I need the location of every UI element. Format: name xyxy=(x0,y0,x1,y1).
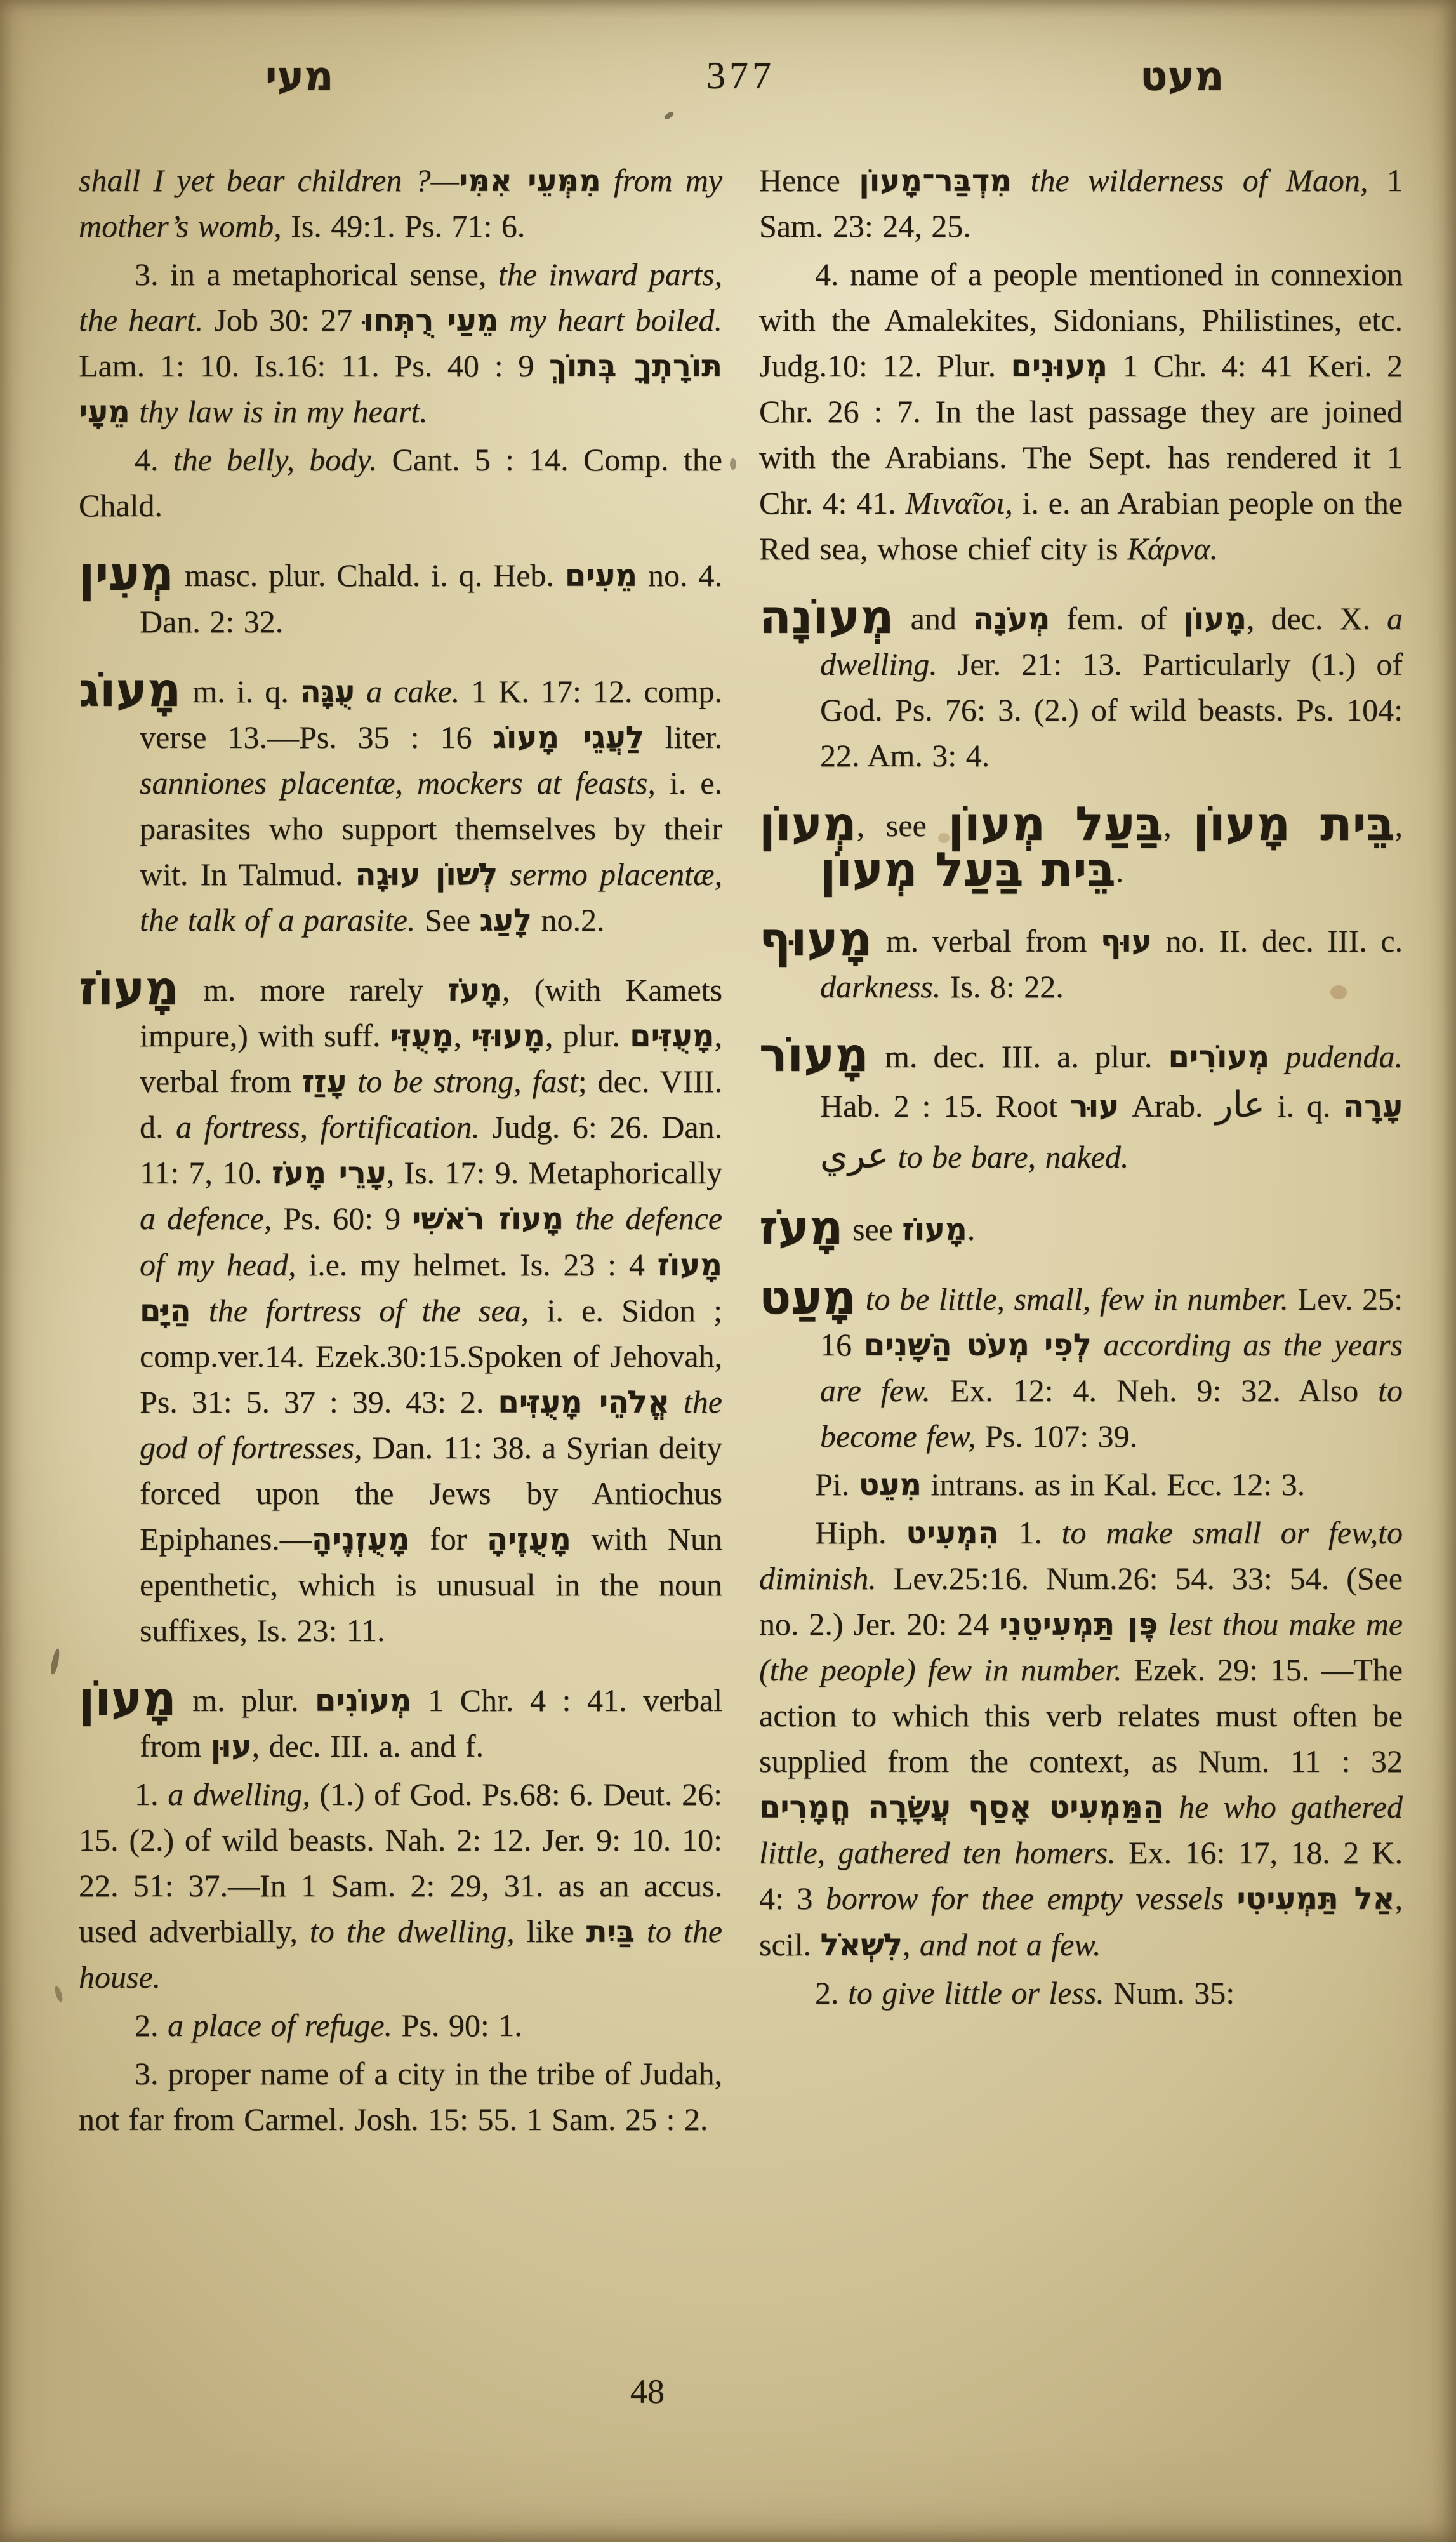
hebrew-text: מָעוּזִּי xyxy=(471,1018,545,1055)
numbered-sense xyxy=(79,1771,722,2000)
latin-text: Is. 49:1. Ps. 71: 6. xyxy=(281,208,526,244)
numbered-sense xyxy=(759,251,1403,571)
hebrew-text: פֶּן תַּמְעִיטֵנִי xyxy=(999,1607,1158,1643)
latin-text: , xyxy=(453,1018,472,1054)
italic-text: borrow for thee empty vessels xyxy=(825,1880,1224,1917)
dictionary-entry xyxy=(759,912,1403,1009)
italic-text: and not a few. xyxy=(919,1926,1101,1962)
hebrew-headword: בֵּית בַּעַל מְעוֹן xyxy=(820,842,1116,898)
latin-text: , see xyxy=(856,808,948,844)
latin-text: no. II. dec. III. c. xyxy=(1151,923,1403,959)
latin-text: 1. xyxy=(135,1776,168,1813)
latin-text: intrans. as in Kal. Ecc. 12: 3. xyxy=(921,1467,1306,1503)
numbered-sense xyxy=(79,2002,722,2048)
hebrew-headword: מָעוֹן xyxy=(79,1671,176,1726)
hebrew-headword: מָעַט xyxy=(759,1270,856,1325)
dictionary-entry xyxy=(759,1028,1403,1181)
latin-text xyxy=(1224,1880,1236,1916)
dictionary-entry xyxy=(79,662,723,943)
latin-text: 1 Sam. 23: 24, 25. xyxy=(759,163,1403,244)
latin-text: i.e. my helmet. Is. 23 : 4 xyxy=(296,1246,658,1282)
italic-text: the god of fortresses, xyxy=(140,1383,722,1465)
hebrew-text: לְשׁוֹן עוּגָה xyxy=(355,856,498,893)
italic-text: he who gathered little, gathered ten homers. xyxy=(759,1789,1403,1871)
hebrew-text: מְעוֹנִים xyxy=(315,1682,412,1719)
latin-text: for xyxy=(409,1521,487,1557)
italic-text: according as the years are few. xyxy=(820,1326,1403,1409)
hebrew-text: אֱלֹהֵי מָעֻזִּים xyxy=(498,1384,670,1420)
latin-text: 2. xyxy=(815,1974,848,2011)
latin-text: Hiph. xyxy=(815,1515,906,1551)
latin-text: Jer. 21: 13. Particularly (1.) of God. Ps. 76: 3. (2.) of wild beasts. Ps. 104: 22. Am. 3: 4. xyxy=(820,646,1403,774)
dictionary-entry xyxy=(759,590,1403,778)
latin-text: 3. proper name of a city in the tribe of Judah, not far from Carmel. Josh. 15: 55. 1 Sam. 25 : 2. xyxy=(79,2056,722,2138)
latin-text: m. dec. III. a. plur. xyxy=(868,1039,1168,1075)
latin-text: . xyxy=(967,1211,976,1247)
arabic-text: عري xyxy=(820,1135,889,1177)
hebrew-text: בַּיִת xyxy=(586,1914,635,1950)
numbered-sense xyxy=(759,1461,1403,1507)
page-header xyxy=(79,55,1403,124)
hebrew-text: מָעוֹז הַיָּם xyxy=(140,1247,722,1329)
latin-text: Lam. 1: 10. Is.16: 11. Ps. 40 : 9 xyxy=(79,348,550,384)
latin-text: 1 Chr. 4: 41 Keri. 2 Chr. 26 : 7. In the last passage they are joined with the Arabians. The Sept. has rendered it 1 Chr. 4: 41. xyxy=(759,348,1403,521)
italic-text: to make small or few,to diminish. xyxy=(759,1515,1403,1597)
arabic-text: عار xyxy=(1215,1084,1265,1126)
latin-text: liter. xyxy=(644,719,722,755)
hebrew-text: מָעֹז xyxy=(447,972,502,1008)
latin-text: i. e. Sidon ; comp.ver.14. Ezek.30:15.Spoken of Jehovah, Ps. 31: 5. 37 : 39. 43: 2. xyxy=(140,1292,722,1420)
hebrew-text: מָעֻזִּי xyxy=(390,1018,454,1055)
hebrew-text: לַעֲגֵי מָעוֹג xyxy=(493,719,644,755)
italic-text: to the house. xyxy=(79,1913,722,1995)
hebrew-text: מָעֻזֶיהָ xyxy=(486,1521,571,1557)
hebrew-headword: מָעֹז xyxy=(759,1200,844,1255)
hebrew-text: לָעַג xyxy=(479,902,532,938)
italic-text: shall I yet bear children ?— xyxy=(79,163,459,198)
hebrew-headword: מְעִין xyxy=(79,547,174,602)
hebrew-text: עוּר xyxy=(1069,1088,1120,1124)
latin-text: Hab. 2 : 15. Root xyxy=(820,1088,1070,1124)
latin-text: Arab. xyxy=(1119,1088,1216,1124)
continued-paragraph xyxy=(79,157,722,249)
italic-text: to be little, small, few in number. xyxy=(856,1281,1288,1317)
right-guide-word: מעט xyxy=(1140,53,1224,100)
italic-text: a dwelling. xyxy=(820,601,1403,682)
italic-text: a fortress, fortification. xyxy=(176,1109,480,1145)
latin-text: , verbal from xyxy=(140,1018,722,1100)
left-guide-word: מעי xyxy=(265,53,334,100)
italic-text: darkness. xyxy=(820,969,941,1005)
italic-text: the wilderness of Maon, xyxy=(1012,163,1368,198)
latin-text: 1 Chr. 4 : 41. verbal from xyxy=(140,1682,722,1764)
printer-signature-mark: 48 xyxy=(630,2372,665,2411)
latin-text: Lev. 25: 16 xyxy=(820,1281,1403,1362)
italic-text: thy law is in my heart. xyxy=(129,394,428,430)
italic-text: to be bare, naked. xyxy=(889,1139,1129,1175)
hebrew-headword: מָעוּף xyxy=(759,912,873,968)
latin-text: m. verbal from xyxy=(872,923,1101,959)
hebrew-text: מְעֹנָה xyxy=(972,601,1050,637)
page-number: 377 xyxy=(706,55,775,96)
latin-text: see xyxy=(843,1211,903,1247)
latin-text: Ezek. 29: 15. —The action to which this verb relates must often be supplied from the context, as Num. 11 : 32 xyxy=(759,1652,1403,1780)
latin-text: 4. name of a people mentioned in connexion with the Amalekites, Sidonians, Philistines, etc. Judg.10: 12. Plur. xyxy=(759,256,1403,384)
latin-text: 3. in a metaphorical sense, xyxy=(135,256,498,293)
dictionary-entry xyxy=(759,797,1403,898)
latin-text: and xyxy=(894,601,973,637)
hebrew-text: מֵעִים xyxy=(564,558,638,594)
dictionary-entry xyxy=(79,1671,722,1769)
hebrew-headword: בַּעַל מְעוֹן xyxy=(948,797,1164,852)
hebrew-text: עָרֵי מָעֹז xyxy=(272,1155,387,1192)
greek-text: Κάρνα. xyxy=(1127,531,1218,567)
latin-text: , plur. xyxy=(545,1018,630,1054)
dictionary-entry xyxy=(759,1270,1403,1459)
latin-text: , dec. III. a. and f. xyxy=(251,1728,484,1764)
margin-mark xyxy=(53,1985,64,2003)
hebrew-text: עוּן xyxy=(210,1729,252,1765)
hebrew-text: תּוֹרָתְךָ בְּתוֹךְ מֵעָי xyxy=(79,349,723,430)
latin-text: , (with Kamets impure,) with suff. xyxy=(140,971,723,1054)
latin-text: , Is. 17: 9. Metaphorically xyxy=(386,1155,722,1191)
right-column xyxy=(759,157,1403,2016)
latin-text: 1. xyxy=(998,1515,1062,1551)
latin-text: ; dec. VIII. d. xyxy=(140,1063,722,1145)
latin-text: 2. xyxy=(135,2007,168,2044)
latin-text: Job 30: 27 xyxy=(203,302,364,338)
latin-text: Lev.25:16. Num.26: 54. 33: 54. (See no. 2.) Jer. 20: 24 xyxy=(759,1560,1403,1642)
italic-text: to become few, xyxy=(820,1373,1403,1454)
hebrew-text: הִמְעִיט xyxy=(906,1515,999,1552)
hebrew-text: אַל תַּמְעִיטִי xyxy=(1236,1881,1395,1917)
italic-text: lest thou make me (the people) few in number. xyxy=(759,1606,1403,1688)
latin-text: , scil. xyxy=(759,1880,1403,1962)
latin-text: , dec. X. xyxy=(1246,601,1387,637)
italic-text: a cake. xyxy=(355,673,460,709)
hebrew-text: מְעוֹרִים xyxy=(1168,1039,1270,1075)
text-body xyxy=(79,157,1403,2466)
hebrew-text: מִעֵט xyxy=(858,1467,922,1503)
latin-text: , xyxy=(1394,808,1403,844)
latin-text: i. e. an Arabian people on the Red sea, whose chief city is xyxy=(759,485,1403,567)
hebrew-text: מָעוֹן xyxy=(1183,601,1247,637)
dictionary-entry xyxy=(79,547,722,644)
italic-text: the belly, body. xyxy=(173,442,378,478)
numbered-sense xyxy=(759,1510,1403,1967)
latin-text: m. more rarely xyxy=(178,971,448,1008)
hebrew-text: עוּף xyxy=(1100,924,1152,960)
latin-text: i. e. parasites who support themselves by their wit. In Talmud. xyxy=(140,764,722,892)
hebrew-text: מָעוֹז רֹאשִׁי xyxy=(412,1201,564,1237)
greek-text: Μιναῖοι, xyxy=(905,485,1013,521)
continued-paragraph xyxy=(759,157,1403,249)
latin-text: no.2. xyxy=(531,902,605,938)
latin-text: with Nun epenthetic, which is unusual in the noun suffixes, Is. 23: 11. xyxy=(140,1521,722,1648)
numbered-sense xyxy=(79,251,722,434)
hebrew-text: מְעוּנִים xyxy=(1010,349,1108,385)
hebrew-headword: מָעוֹג xyxy=(79,662,182,717)
italic-text: a place of refuge. xyxy=(168,2007,393,2044)
latin-text: Pi. xyxy=(815,1467,859,1503)
hebrew-text: עָזַז xyxy=(301,1064,347,1100)
latin-text: Ps. 60: 9 xyxy=(272,1201,413,1237)
numbered-sense xyxy=(79,437,722,528)
italic-text: to be strong, fast xyxy=(347,1063,578,1100)
hebrew-text: עָרָה xyxy=(1343,1088,1403,1124)
latin-text: Hence xyxy=(759,163,859,198)
hebrew-text: מִדְבַּר־מָעוֹן xyxy=(859,163,1012,199)
latin-text: fem. of xyxy=(1050,601,1184,637)
hebrew-headword: מְעוֹנָה xyxy=(759,590,894,645)
hebrew-text: מִמְּעֵי אִמִּי xyxy=(459,163,601,199)
hebrew-text: מָעוֹז xyxy=(902,1211,967,1248)
latin-text: Judg. 6: 26. Dan. 11: 7, 10. xyxy=(140,1109,722,1191)
hebrew-headword: מְעוֹן xyxy=(759,797,857,852)
latin-text: m. plur. xyxy=(176,1682,315,1718)
latin-text: 4. xyxy=(135,442,173,478)
italic-text: from my mother’s womb, xyxy=(79,163,723,244)
left-column xyxy=(79,157,722,2142)
latin-text: Is. 8: 22. xyxy=(941,969,1064,1005)
numbered-sense xyxy=(79,2051,722,2142)
italic-text: a defence, xyxy=(140,1201,272,1237)
italic-text: sanniones placentæ, mockers at feasts, xyxy=(140,764,656,801)
latin-text: . xyxy=(1115,853,1124,889)
hebrew-text: מָעֻזְנֶיהָ xyxy=(311,1521,410,1557)
hebrew-text: מָעֻזִּים xyxy=(630,1018,715,1055)
latin-text: m. i. q. xyxy=(181,673,300,709)
hebrew-text: מֵעַי רֻתְּחוּ xyxy=(363,303,499,339)
italic-text: to give little or less. xyxy=(848,1974,1104,2011)
latin-text: Ps. 90: 1. xyxy=(392,2007,522,2044)
latin-text: See xyxy=(415,902,480,938)
latin-text: i. q. xyxy=(1264,1088,1344,1124)
latin-text: 1 K. 17: 12. comp. verse 13.—Ps. 35 : 16 xyxy=(140,673,722,755)
latin-text: (1.) of God. Ps.68: 6. Deut. 26: 15. (2.) of wild beasts. Nah. 2: 12. Jer. 9: 10. 10: 22. 51: 37.—In 1 Sam. 2: 29, 31. as an accus. used adverbially, xyxy=(79,1776,723,1950)
margin-mark xyxy=(50,1647,62,1675)
italic-text: the fortress of the sea, xyxy=(190,1292,529,1328)
hebrew-text: הַמַּמְעִיט אָסַף עֲשָׂרָה חֳמָרִים xyxy=(759,1790,1164,1826)
hebrew-headword: מָעוֹז xyxy=(79,961,179,1016)
latin-text: , xyxy=(902,1926,920,1962)
italic-text: sermo placentæ, the talk of a parasite. xyxy=(140,856,723,938)
dictionary-entry xyxy=(79,961,723,1653)
latin-text: Num. 35: xyxy=(1104,1974,1235,2011)
numbered-sense xyxy=(759,1970,1403,2016)
hebrew-text: עֻגָּה xyxy=(300,674,355,710)
hebrew-text: לִשְׁאֹל xyxy=(820,1927,903,1963)
latin-text: Ex. 16: 17, 18. 2 K. 4: 3 xyxy=(759,1835,1403,1917)
latin-text: Dan. 11: 38. a Syrian deity forced upon the Jews by Antiochus Epiphanes.— xyxy=(140,1429,722,1557)
hebrew-headword: מָעוֹר xyxy=(759,1028,869,1083)
italic-text: a dwelling, xyxy=(168,1776,310,1813)
dictionary-entry xyxy=(759,1200,1403,1255)
italic-text: pudenda. xyxy=(1269,1039,1403,1075)
italic-text: my heart boiled. xyxy=(498,302,722,338)
latin-text: Cant. 5 : 14. Comp. the Chald. xyxy=(79,442,723,524)
latin-text: masc. plur. Chald. i. q. Heb. xyxy=(173,557,565,594)
italic-text: the defence of my head, xyxy=(140,1201,722,1282)
latin-text: no. 4. Dan. 2: 32. xyxy=(140,557,722,639)
hebrew-headword: בֵּית מָעוֹן xyxy=(1193,797,1395,852)
italic-text: to the dwelling, xyxy=(309,1913,515,1950)
latin-text: like xyxy=(514,1913,586,1950)
latin-text: Ps. 107: 39. xyxy=(976,1418,1138,1454)
latin-text: , xyxy=(1163,808,1193,844)
hebrew-text: לְפִי מְעֹט הַשָּׁנִים xyxy=(863,1327,1092,1363)
italic-text: the inward parts, the heart. xyxy=(79,256,722,338)
latin-text: Ex. 12: 4. Neh. 9: 32. Also xyxy=(930,1373,1379,1409)
